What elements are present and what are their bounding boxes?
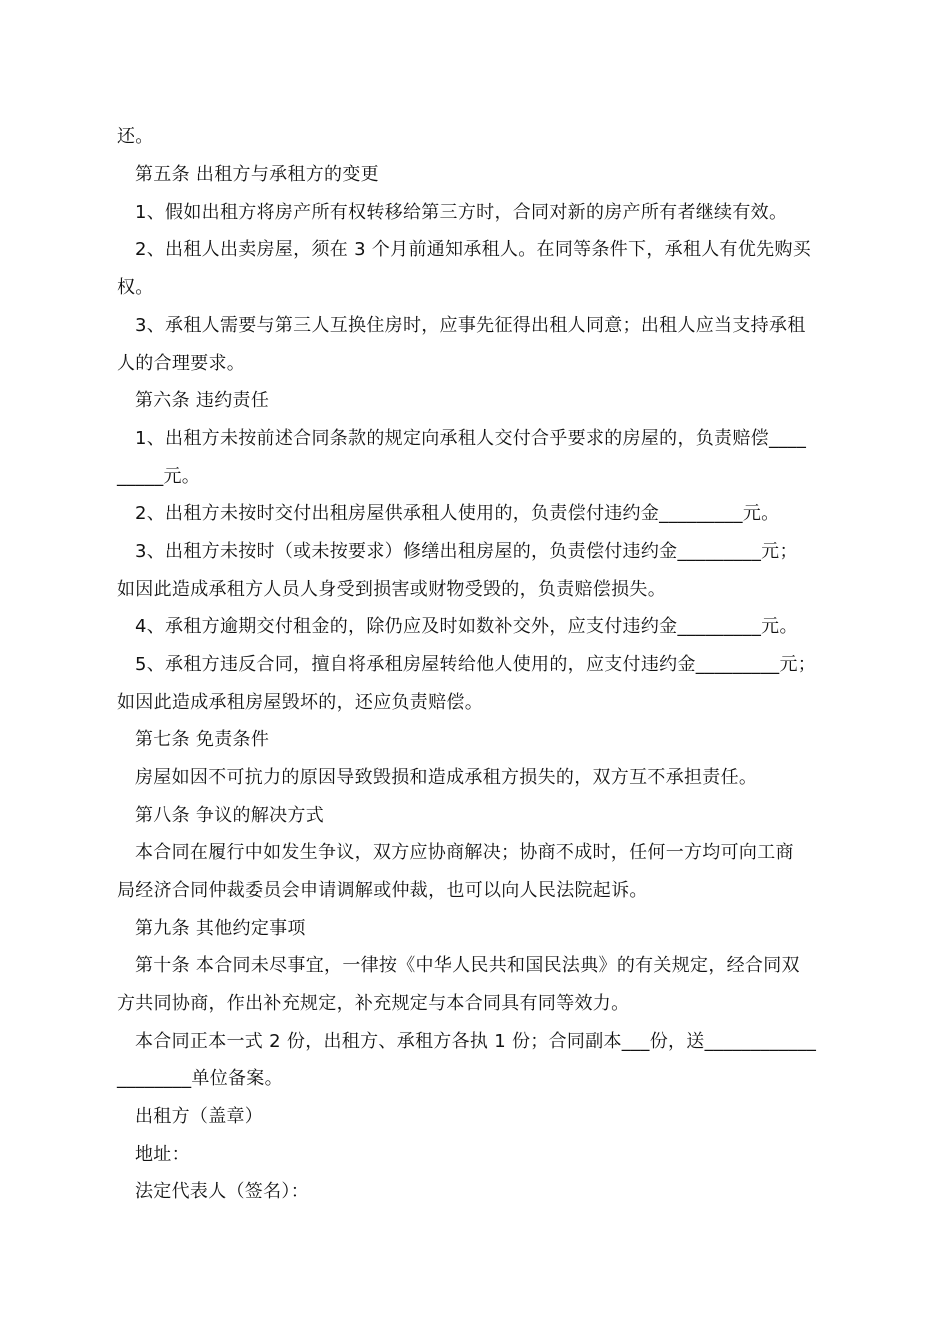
article-heading: 第七条 免责条件 [135,729,270,750]
text-line: 房屋如因不可抗力的原因导致毁损和造成承租方损失的，双方互不承担责任。 [135,767,758,788]
representative-label: 法定代表人（签名）： [135,1181,309,1202]
address-label: 地址： [135,1144,190,1165]
article-heading: 第八条 争议的解决方式 [135,805,325,826]
article-heading: 第五条 出租方与承租方的变更 [135,164,379,185]
text-line: 3、出租方未按时（或未按要求）修缮出租房屋的，负责偿付违约金_________元； [135,541,798,562]
article-heading: 第六条 违约责任 [135,390,270,411]
text-line: 权。 [117,277,154,298]
text-line: 1、出租方未按前述合同条款的规定向承租人交付合乎要求的房屋的，负责赔偿____ [135,428,807,449]
text-line: _____元。 [117,466,201,487]
text-line: ________单位备案。 [117,1068,283,1089]
text-line: 1、假如出租方将房产所有权转移给第三方时，合同对新的房产所有者继续有效。 [135,202,788,223]
text-line: 方共同协商，作出补充规定，补充规定与本合同具有同等效力。 [117,993,630,1014]
signature-label: 出租方（盖章） [135,1106,264,1127]
text-line: 2、出租人出卖房屋，须在 3 个月前通知承租人。在同等条件下，承租人有优先购买 [135,239,812,260]
article-heading: 第十条 本合同未尽事宜，一律按《中华人民共和国民法典》的有关规定，经合同双 [135,955,800,976]
text-line: 如因此造成承租房屋毁坏的，还应负责赔偿。 [117,692,483,713]
article-heading: 第九条 其他约定事项 [135,918,306,939]
text-line: 2、出租方未按时交付出租房屋供承租人使用的，负责偿付违约金_________元。 [135,503,780,524]
text-line: 局经济合同仲裁委员会申请调解或仲裁，也可以向人民法院起诉。 [117,880,648,901]
text-line: 如因此造成承租方人员人身受到损害或财物受毁的，负责赔偿损失。 [117,579,666,600]
text-line: 3、承租人需要与第三人互换住房时，应事先征得出租人同意；出租人应当支持承租 [135,315,806,336]
text-line: 4、承租方逾期交付租金的，除仍应及时如数补交外，应支付违约金_________元。 [135,616,798,637]
text-line: 5、承租方违反合同，擅自将承租房屋转给他人使用的，应支付违约金_________元； [135,654,817,675]
text-line: 本合同正本一式 2 份，出租方、承租方各执 1 份；合同副本___份，送____________ [135,1031,817,1052]
text-line: 还。 [117,126,154,147]
text-line: 本合同在履行中如发生争议，双方应协商解决；协商不成时，任何一方均可向工商 [135,842,794,863]
text-line: 人的合理要求。 [117,353,246,374]
